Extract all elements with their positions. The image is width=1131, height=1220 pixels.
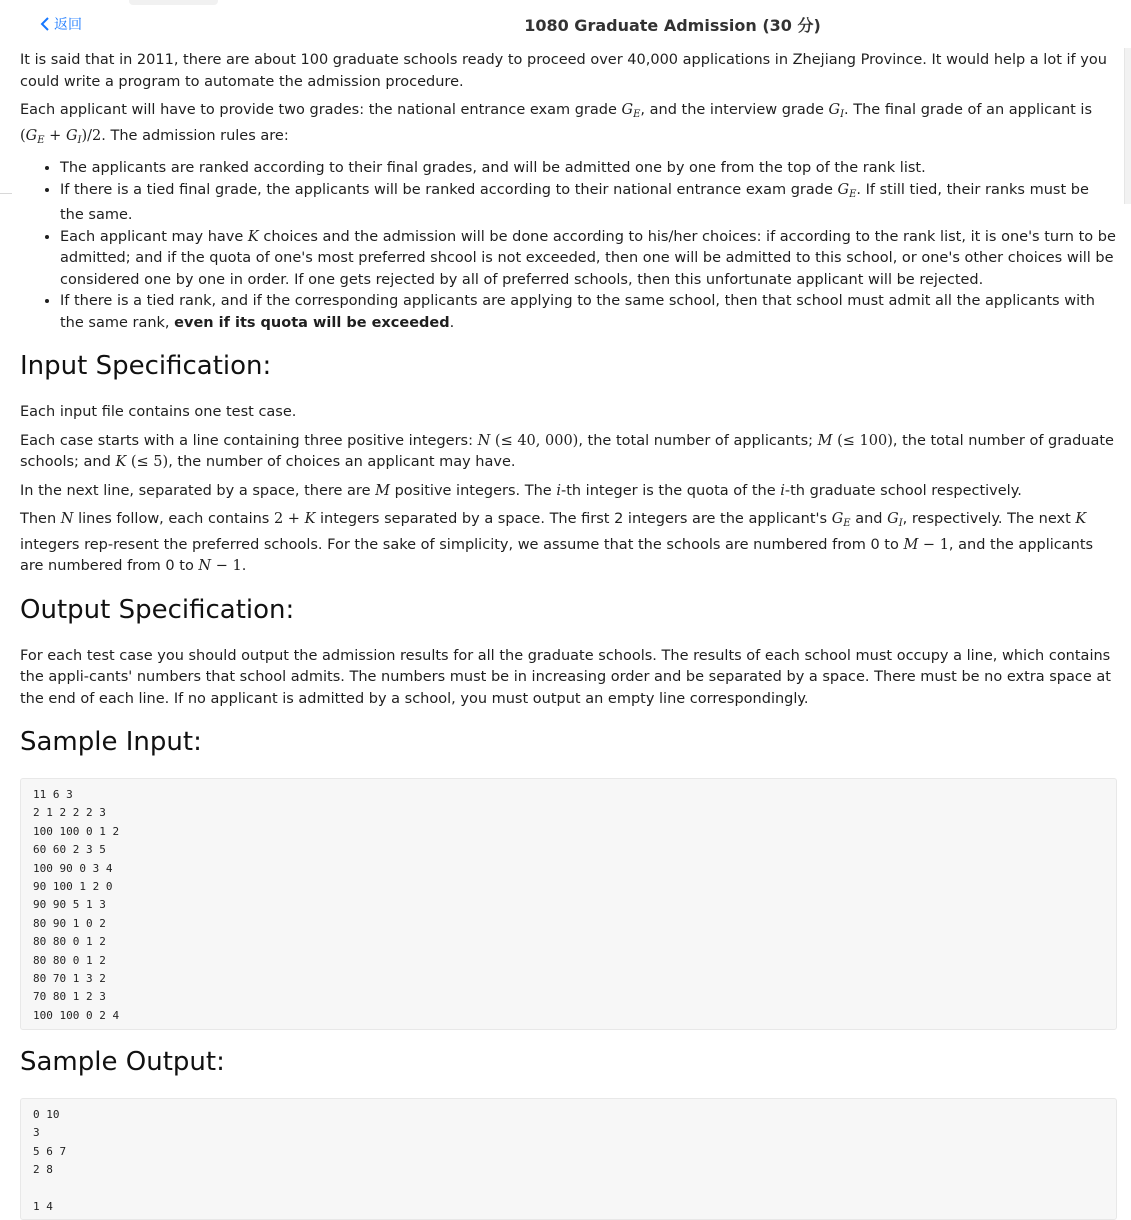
math-m: M — [903, 536, 919, 553]
math-ge: G — [621, 102, 634, 118]
input-text: -th graduate school respectively. — [784, 482, 1022, 499]
math-ge-sub: E — [843, 518, 851, 529]
input-text: , the total number of graduate schools; and — [20, 432, 1114, 470]
input-text: , the total number of applicants; — [578, 432, 818, 449]
math-k-bound: (≤ 5) — [126, 454, 169, 470]
grades-text-4: . The admission rules are: — [101, 127, 289, 144]
input-text: -th integer is the quota of the — [560, 482, 781, 499]
rule-4-bold: even if its quota will be exceeded — [174, 314, 450, 331]
math-gi: G — [887, 511, 899, 527]
input-spec-p1: Each input file contains one test case. — [20, 404, 297, 420]
math-gi-sub: I — [898, 518, 903, 529]
math-n-bound: (≤ 40, 000) — [490, 432, 579, 449]
input-text: integers separated by a space. The first 2 integers are the applicant's — [315, 511, 832, 527]
input-text: , the number of choices an applicant may have. — [168, 454, 516, 470]
rule-1-text: The applicants are ranked according to their final grades, and will be admitted one by one from the top of the rank list. — [60, 160, 926, 176]
math-ge-sub: E — [633, 109, 641, 120]
math-minus-one: − 1 — [918, 536, 949, 553]
scrollbar[interactable] — [1124, 48, 1131, 204]
formula-ge-sub: E — [37, 134, 45, 146]
list-item — [60, 158, 1117, 180]
list-item — [60, 180, 1117, 227]
sample-output-heading: Sample Output: — [20, 1047, 225, 1077]
math-gi: G — [828, 102, 841, 118]
rule-3-text-a: Each applicant may have — [60, 228, 248, 245]
sample-input-code[interactable]: 11 6 3 2 1 2 2 2 3 100 100 0 1 2 60 60 2 3 5 100 90 0 3 4 90 100 1 2 0 90 90 5 1 3 80 90 1 0 2 80 80 0 1 2 80 80 0 1 2 80 70 1 3 2 70 80 1 2 3 100 100 0 2 4 — [20, 778, 1117, 1030]
formula-gi-sub: I — [77, 134, 82, 146]
grades-text-1: Each applicant will have to provide two grades: the national entrance exam grade — [20, 102, 622, 118]
formula-gi: G — [65, 127, 78, 144]
formula-open: ( — [20, 127, 26, 144]
rule-4-text-c: . — [449, 314, 455, 331]
left-edge-mark — [0, 193, 12, 194]
math-m-bound: (≤ 100) — [832, 432, 893, 449]
grades-text-3: . The final grade of an applicant is — [844, 102, 1093, 118]
input-text: Each case starts with a line containing three positive integers: — [20, 432, 478, 449]
math-ge: G — [831, 511, 844, 527]
math-n: N — [198, 558, 212, 574]
page-title: 1080 Graduate Admission (30 分) — [524, 16, 821, 35]
math-i: i — [780, 482, 785, 499]
rule-4-text-a: If there is a tied rank, and if the corresponding applicants are applying to the same school, then that school must admit all the applicants with the same rank, — [60, 293, 1095, 331]
input-text: and — [850, 511, 888, 527]
math-m: M — [375, 482, 390, 499]
math-ge: G — [837, 181, 850, 198]
math-gi-sub: I — [840, 109, 845, 120]
sample-input-heading: Sample Input: — [20, 727, 202, 757]
math-k: K — [247, 228, 259, 245]
rule-2-text-a: If there is a tied final grade, the applicants will be ranked according to their national entrance exam grade — [60, 181, 838, 198]
input-text: . — [241, 558, 247, 574]
intro-paragraph: It is said that in 2011, there are about 100 graduate schools ready to proceed over 40,000 applications in Zhejiang Province. It would help a lot if you could write a program to automate the admission procedure. — [20, 52, 1107, 90]
input-spec-p3 — [20, 481, 1117, 503]
math-k: K — [304, 511, 316, 527]
grades-paragraph — [20, 100, 1117, 151]
output-spec-heading: Output Specification: — [20, 594, 295, 625]
list-item — [60, 227, 1117, 292]
input-spec-heading: Input Specification: — [20, 351, 272, 381]
math-minus-one: − 1 — [211, 558, 242, 574]
list-item — [60, 291, 1117, 334]
math-i: i — [556, 482, 561, 499]
math-ge-sub: E — [849, 188, 857, 200]
formula-close: )/2 — [81, 127, 102, 144]
rule-3-text-b: choices and the admission will be done according to his/her choices: if according to the rank list, it is one's turn to be admitted; and if the quota of one's most preferred shcool is not exceeded, then one will be admitted to this school, or one's other choices will be considered one by one in order. If one gets rejected by all of preferred schools, then this unfortunate applicant will be rejected. — [60, 228, 1116, 288]
input-spec-p2 — [20, 431, 1117, 474]
input-text: Then — [20, 511, 61, 527]
header — [0, 0, 1131, 48]
formula-plus: + — [44, 127, 66, 144]
rule-2-text-b: . If still tied, their ranks must be the same. — [60, 181, 1089, 223]
input-text: integers rep-resent the preferred schools. For the sake of simplicity, we assume that the schools are numbered from 0 to — [20, 536, 904, 553]
math-n: N — [60, 511, 74, 527]
grades-text-2: , and the interview grade — [640, 102, 829, 118]
math-k: K — [115, 454, 127, 470]
math-k: K — [1075, 511, 1087, 527]
math-n: N — [477, 432, 491, 449]
input-text: In the next line, separated by a space, there are — [20, 482, 376, 499]
input-text: , respectively. The next — [902, 511, 1076, 527]
input-spec-p4 — [20, 509, 1117, 578]
input-text: , and the applicants are numbered from 0 to — [20, 536, 1094, 574]
math-m: M — [817, 432, 833, 449]
input-text: positive integers. The — [389, 482, 557, 499]
problem-content — [20, 50, 1117, 1220]
output-spec-p1: For each test case you should output the admission results for all the graduate schools. The results of each school must occupy a line, which contains the appli-cants' numbers that school admits. The numbers must be in increasing order and be separated by a space. There must be no extra space at the end of each line. If no applicant is admitted by a school, you must output an empty line correspondingly. — [20, 647, 1111, 707]
back-label: 返回 — [54, 17, 82, 33]
math-two-plus: 2 + — [273, 511, 305, 527]
formula-ge: G — [25, 127, 38, 144]
input-text: lines follow, each contains — [73, 511, 274, 527]
sample-output-code[interactable]: 0 10 3 5 6 7 2 8 1 4 — [20, 1098, 1117, 1220]
rules-list — [20, 158, 1117, 334]
